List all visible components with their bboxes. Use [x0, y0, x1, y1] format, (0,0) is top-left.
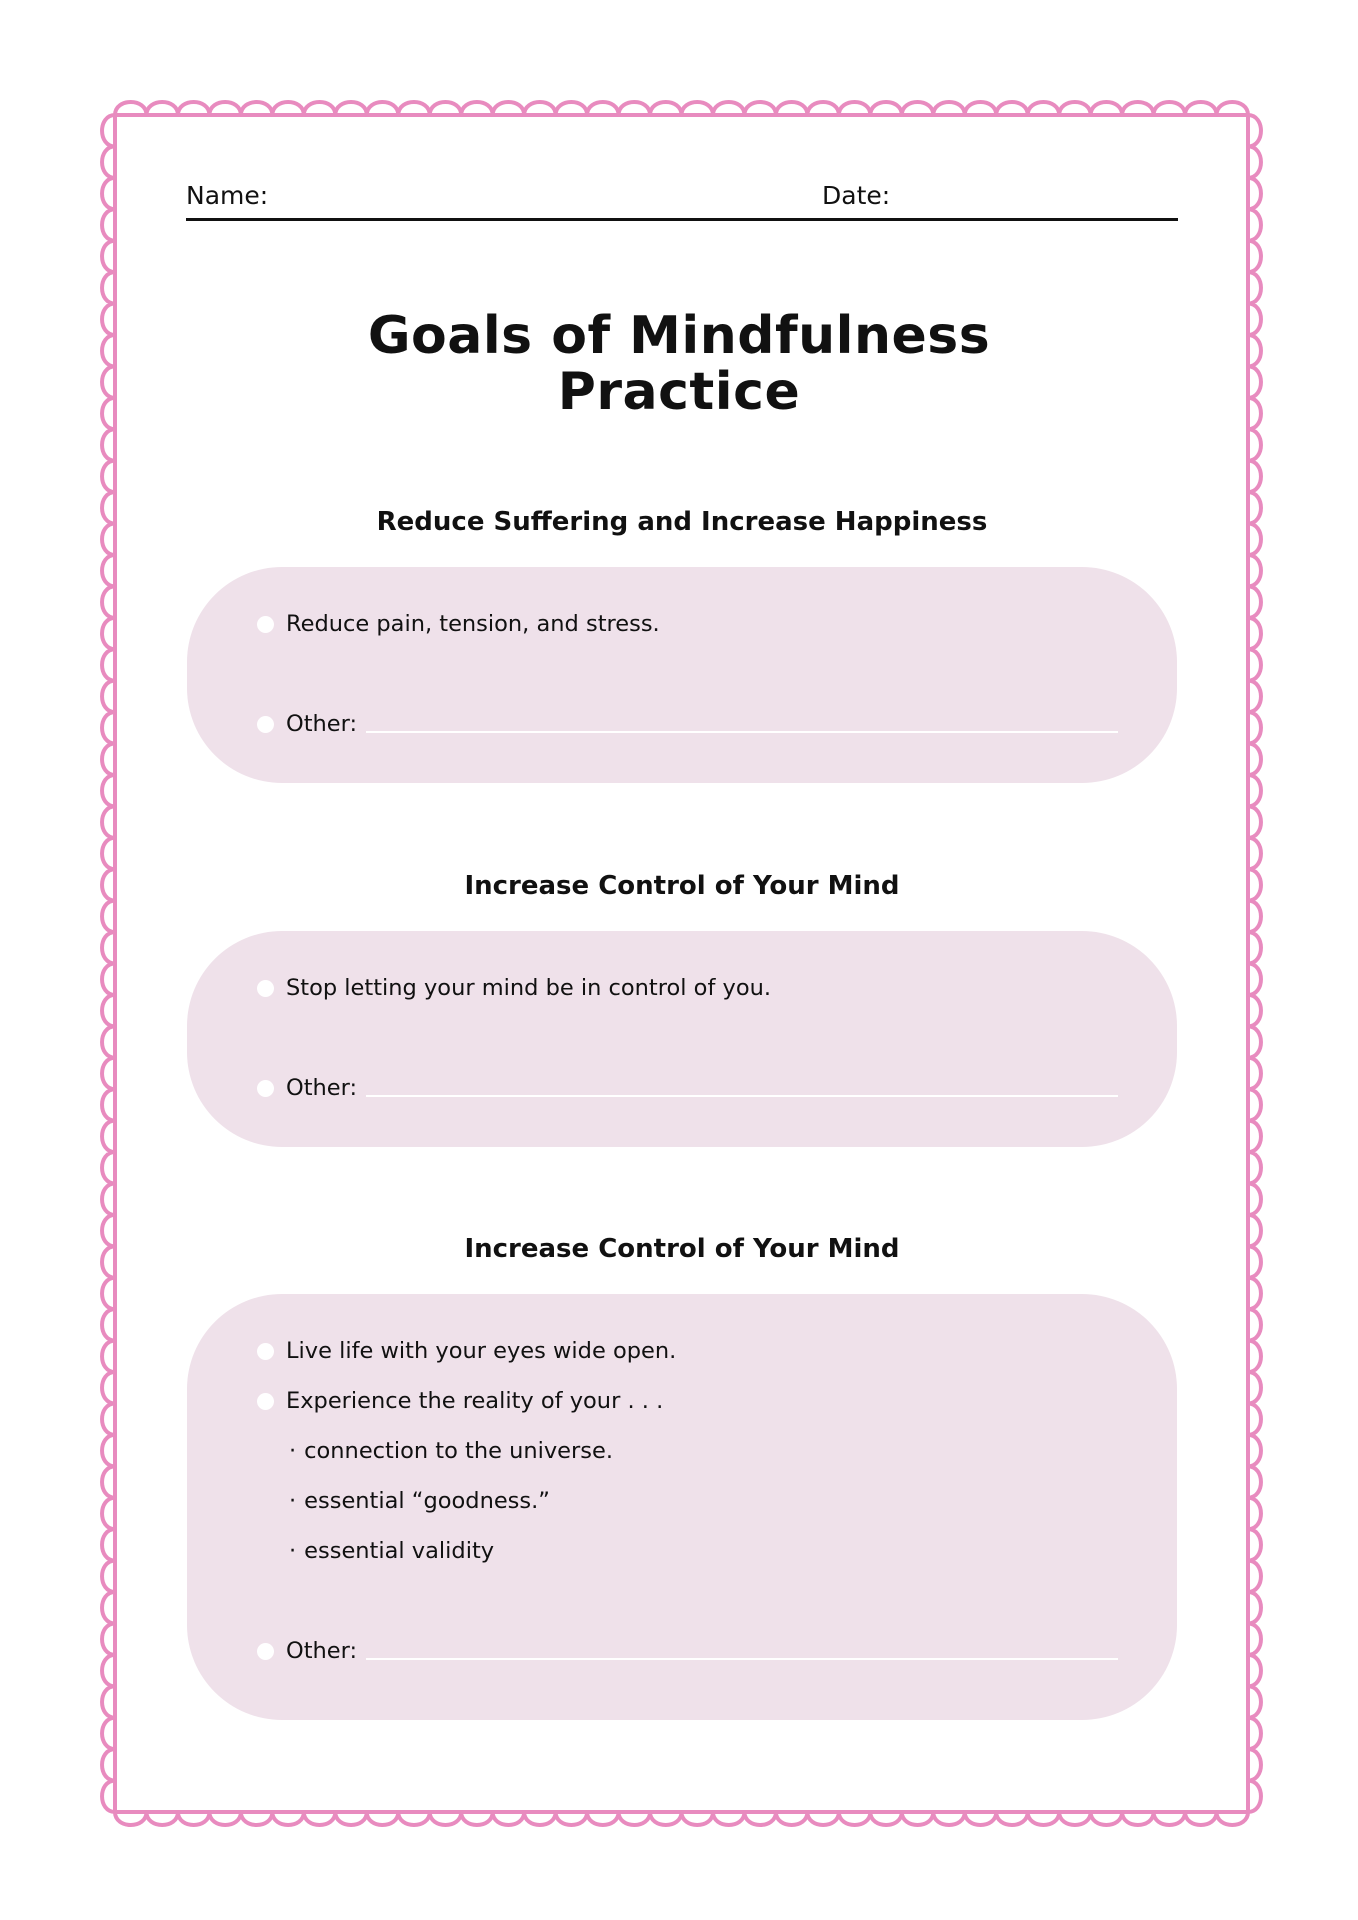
date-field-label: Date:	[822, 181, 891, 210]
name-field-label: Name:	[186, 181, 269, 210]
other-label: Other:	[286, 711, 358, 737]
sub-bullet-icon: ·	[289, 1538, 297, 1564]
bullet-icon	[257, 1080, 274, 1097]
other-write-line[interactable]	[366, 731, 1118, 733]
list-item	[257, 975, 771, 1001]
sub-list-item-text: essential validity	[304, 1538, 495, 1564]
section-card-1	[187, 567, 1177, 783]
list-item	[257, 611, 660, 637]
list-item-text: Reduce pain, tension, and stress.	[286, 611, 660, 637]
bullet-icon	[257, 616, 274, 633]
bullet-icon	[257, 716, 274, 733]
bullet-icon	[257, 1643, 274, 1660]
list-item	[257, 1388, 663, 1414]
other-item	[257, 711, 357, 737]
sub-bullet-icon: ·	[289, 1488, 297, 1514]
section-card-2	[187, 931, 1177, 1147]
page-title	[180, 308, 1178, 420]
other-item	[257, 1075, 357, 1101]
page-title-line-2: Practice	[557, 362, 801, 422]
other-label: Other:	[286, 1638, 358, 1664]
sub-list-item	[289, 1538, 494, 1564]
other-write-line[interactable]	[366, 1095, 1118, 1097]
section-heading-3: Increase Control of Your Mind	[464, 1234, 900, 1264]
sub-list-item-text: connection to the universe.	[304, 1438, 613, 1464]
section-heading-2: Increase Control of Your Mind	[464, 871, 900, 901]
sub-list-item	[289, 1488, 550, 1514]
list-item-text: Live life with your eyes wide open.	[286, 1338, 677, 1364]
section-card-3	[187, 1294, 1177, 1720]
bullet-icon	[257, 1343, 274, 1360]
other-item	[257, 1638, 357, 1664]
sub-bullet-icon: ·	[289, 1438, 297, 1464]
page-title-line-1: Goals of Mindfulness	[367, 306, 991, 366]
sub-list-item-text: essential “goodness.”	[304, 1488, 550, 1514]
other-write-line[interactable]	[366, 1658, 1118, 1660]
name-date-line	[186, 218, 1178, 221]
bullet-icon	[257, 980, 274, 997]
list-item-text: Experience the reality of your . . .	[286, 1388, 664, 1414]
section-heading-1: Reduce Suffering and Increase Happiness	[376, 507, 988, 537]
list-item-text: Stop letting your mind be in control of you.	[286, 975, 772, 1001]
bullet-icon	[257, 1393, 274, 1410]
sub-list-item	[289, 1438, 613, 1464]
list-item	[257, 1338, 676, 1364]
other-label: Other:	[286, 1075, 358, 1101]
